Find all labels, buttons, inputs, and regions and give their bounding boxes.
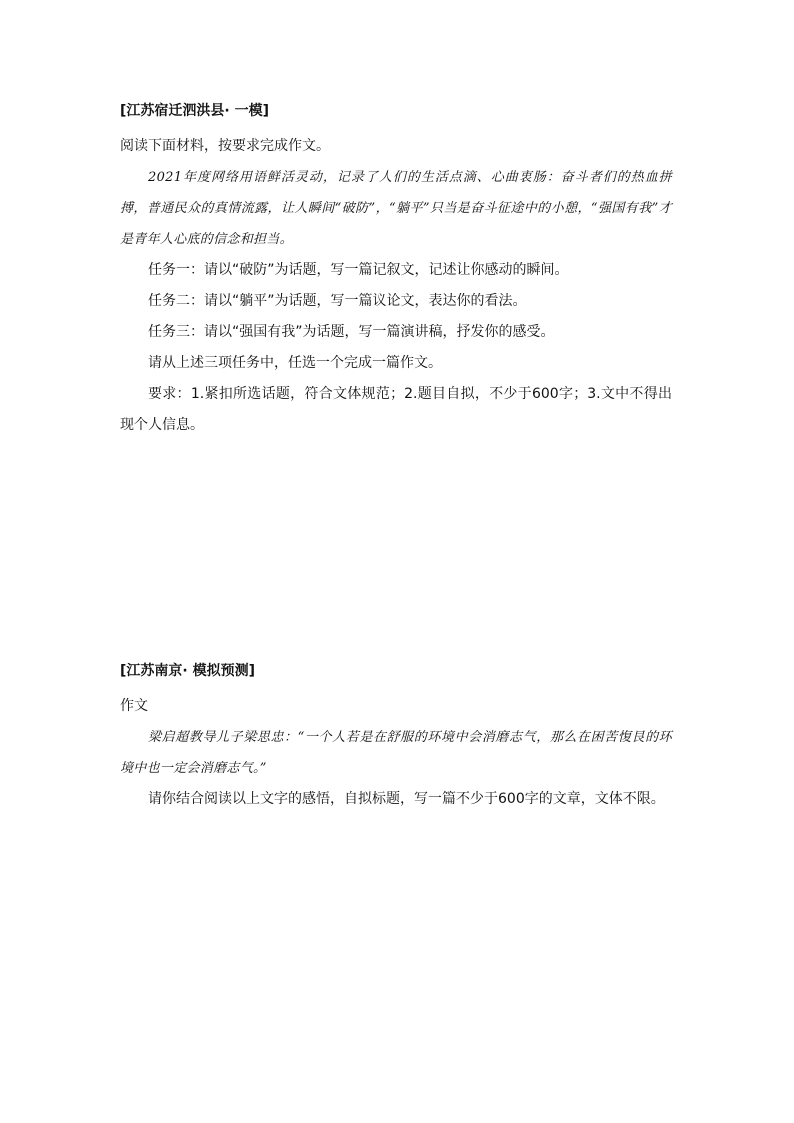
material-paragraph: 2021年度网络用语鲜活灵动，记录了人们的生活点滴、心曲衷肠：奋斗者们的热血拼搏，普通民众的真情流露，让人瞬间“破防”，“躺平”只当是奋斗征途中的小憩，“强国有我”才是青年人心底的信念和担当。: [120, 170, 672, 247]
section-heading: [江苏南京· 模拟预测]: [120, 663, 255, 679]
task-one: 任务一：请以“破防”为话题，写一篇记叙文，记述让你感动的瞬间。: [148, 262, 569, 278]
essay-prompt-section-2: [120, 660, 672, 815]
section-intro: 作文: [120, 698, 148, 714]
quote-paragraph: 梁启超教导儿子梁思忠：“一个人若是在舒服的环境中会消磨志气，那么在困苦愎艮的环境中也一定会消磨志气。”: [120, 730, 672, 776]
essay-prompt-section-1: [120, 100, 672, 441]
task-two: 任务二：请以“躺平”为话题，写一篇议论文，表达你的看法。: [148, 293, 527, 309]
requirement-paragraph: 要求：1.紧扣所选话题，符合文体规范；2.题目自拟，不少于600字；3.文中不得出现个人信息。: [120, 386, 672, 433]
section-intro: 阅读下面材料，按要求完成作文。: [120, 138, 330, 154]
section-heading: [江苏宿迁泗洪县· 一模]: [120, 103, 269, 119]
instruction-paragraph: 请你结合阅读以上文字的感悟，自拟标题，写一篇不少于600字的文章，文体不限。: [148, 791, 665, 807]
task-three: 任务三：请以“强国有我”为话题，写一篇演讲稿，抒发你的感受。: [148, 324, 555, 340]
task-instruction: 请从上述三项任务中，任选一个完成一篇作文。: [148, 355, 442, 371]
